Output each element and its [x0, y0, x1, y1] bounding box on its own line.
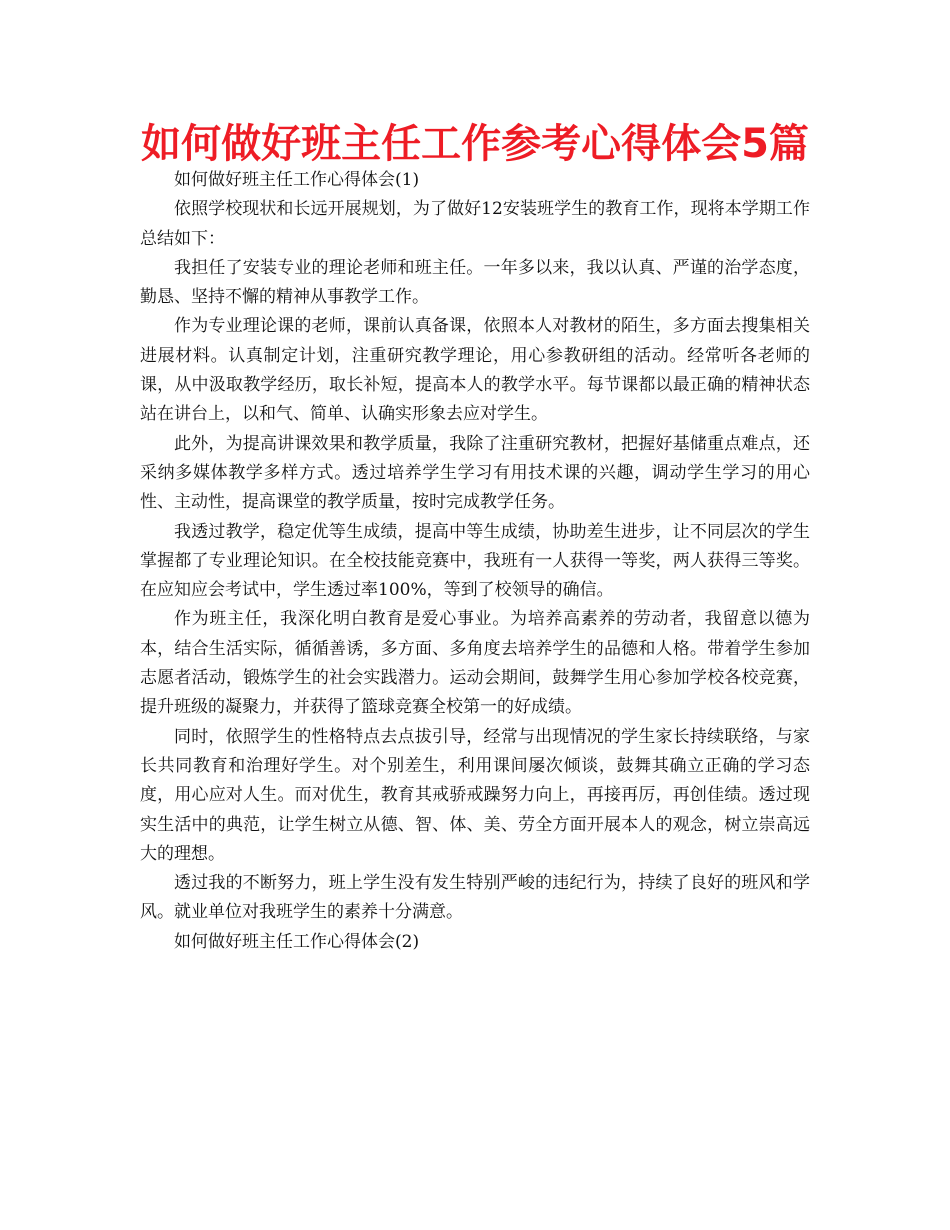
paragraph-results: 我透过教学，稳定优等生成绩，提高中等生成绩，协助差生进步，让不同层次的学生掌握都了专业理论知识。在全校技能竞赛中，我班有一人获得一等奖，两人获得三等奖。在应知应会考试中，学生透过率100%，等到了校领导的确信。: [140, 521, 810, 601]
section-heading-2: 如何做好班主任工作心得体会(2): [174, 931, 420, 952]
section-heading-1: 如何做好班主任工作心得体会(1): [174, 170, 420, 190]
paragraph-teaching: 作为专业理论课的老师，课前认真备课，依照本人对教材的陌生，多方面去搜集相关进展材料。认真制定计划，注重研究教学理论，用心参教研组的活动。经常听各老师的课，从中汲取教学经历，取长补短，提高本人的教学水平。每节课都以最正确的精神状态站在讲台上，以和气、简单、认确实形象去应对学生。: [140, 316, 810, 425]
document-body: [140, 166, 810, 957]
paragraph-intro: 依照学校现状和长远开展规划，为了做好12安装班学生的教育工作，现将本学期工作总结如下：: [140, 199, 810, 249]
paragraph-role: 我担任了安装专业的理论老师和班主任。一年多以来，我以认真、严谨的治学态度，勤恳、坚持不懈的精神从事教学工作。: [140, 257, 810, 308]
document-title: 如何做好班主任工作参考心得体会5篇: [141, 121, 809, 167]
paragraph-head-teacher: 作为班主任，我深化明白教育是爱心事业。为培养高素养的劳动者，我留意以德为本，结合生活实际，循循善诱，多方面、多角度去培养学生的品德和人格。带着学生参加志愿者活动，锻炼学生的社会实践潜力。运动会期间，鼓舞学生用心参加学校各校竞赛，提升班级的凝聚力，并获得了篮球竞赛全校第一的好成绩。: [140, 609, 810, 718]
paragraph-quality: 此外，为提高讲课效果和教学质量，我除了注重研究教材，把握好基储重点难点，还采纳多媒体教学多样方式。透过培养学生学习有用技术课的兴趣，调动学生学习的用心性、主动性，提高课堂的教学质量，按时完成教学任务。: [140, 433, 810, 513]
paragraph-guidance: 同时，依照学生的性格特点去点拔引导，经常与出现情况的学生家长持续联络，与家长共同教育和治理好学生。对个别差生，利用课间屡次倾谈，鼓舞其确立正确的学习态度，用心应对人生。而对优生，教育其戒骄戒躁努力向上，再接再厉，再创佳绩。透过现实生活中的典范，让学生树立从德、智、体、美、劳全方面开展本人的观念，树立崇高远大的理想。: [140, 726, 810, 864]
paragraph-outcome: 透过我的不断努力，班上学生没有发生特别严峻的违纪行为，持续了良好的班风和学风。就业单位对我班学生的素养十分满意。: [140, 873, 810, 923]
